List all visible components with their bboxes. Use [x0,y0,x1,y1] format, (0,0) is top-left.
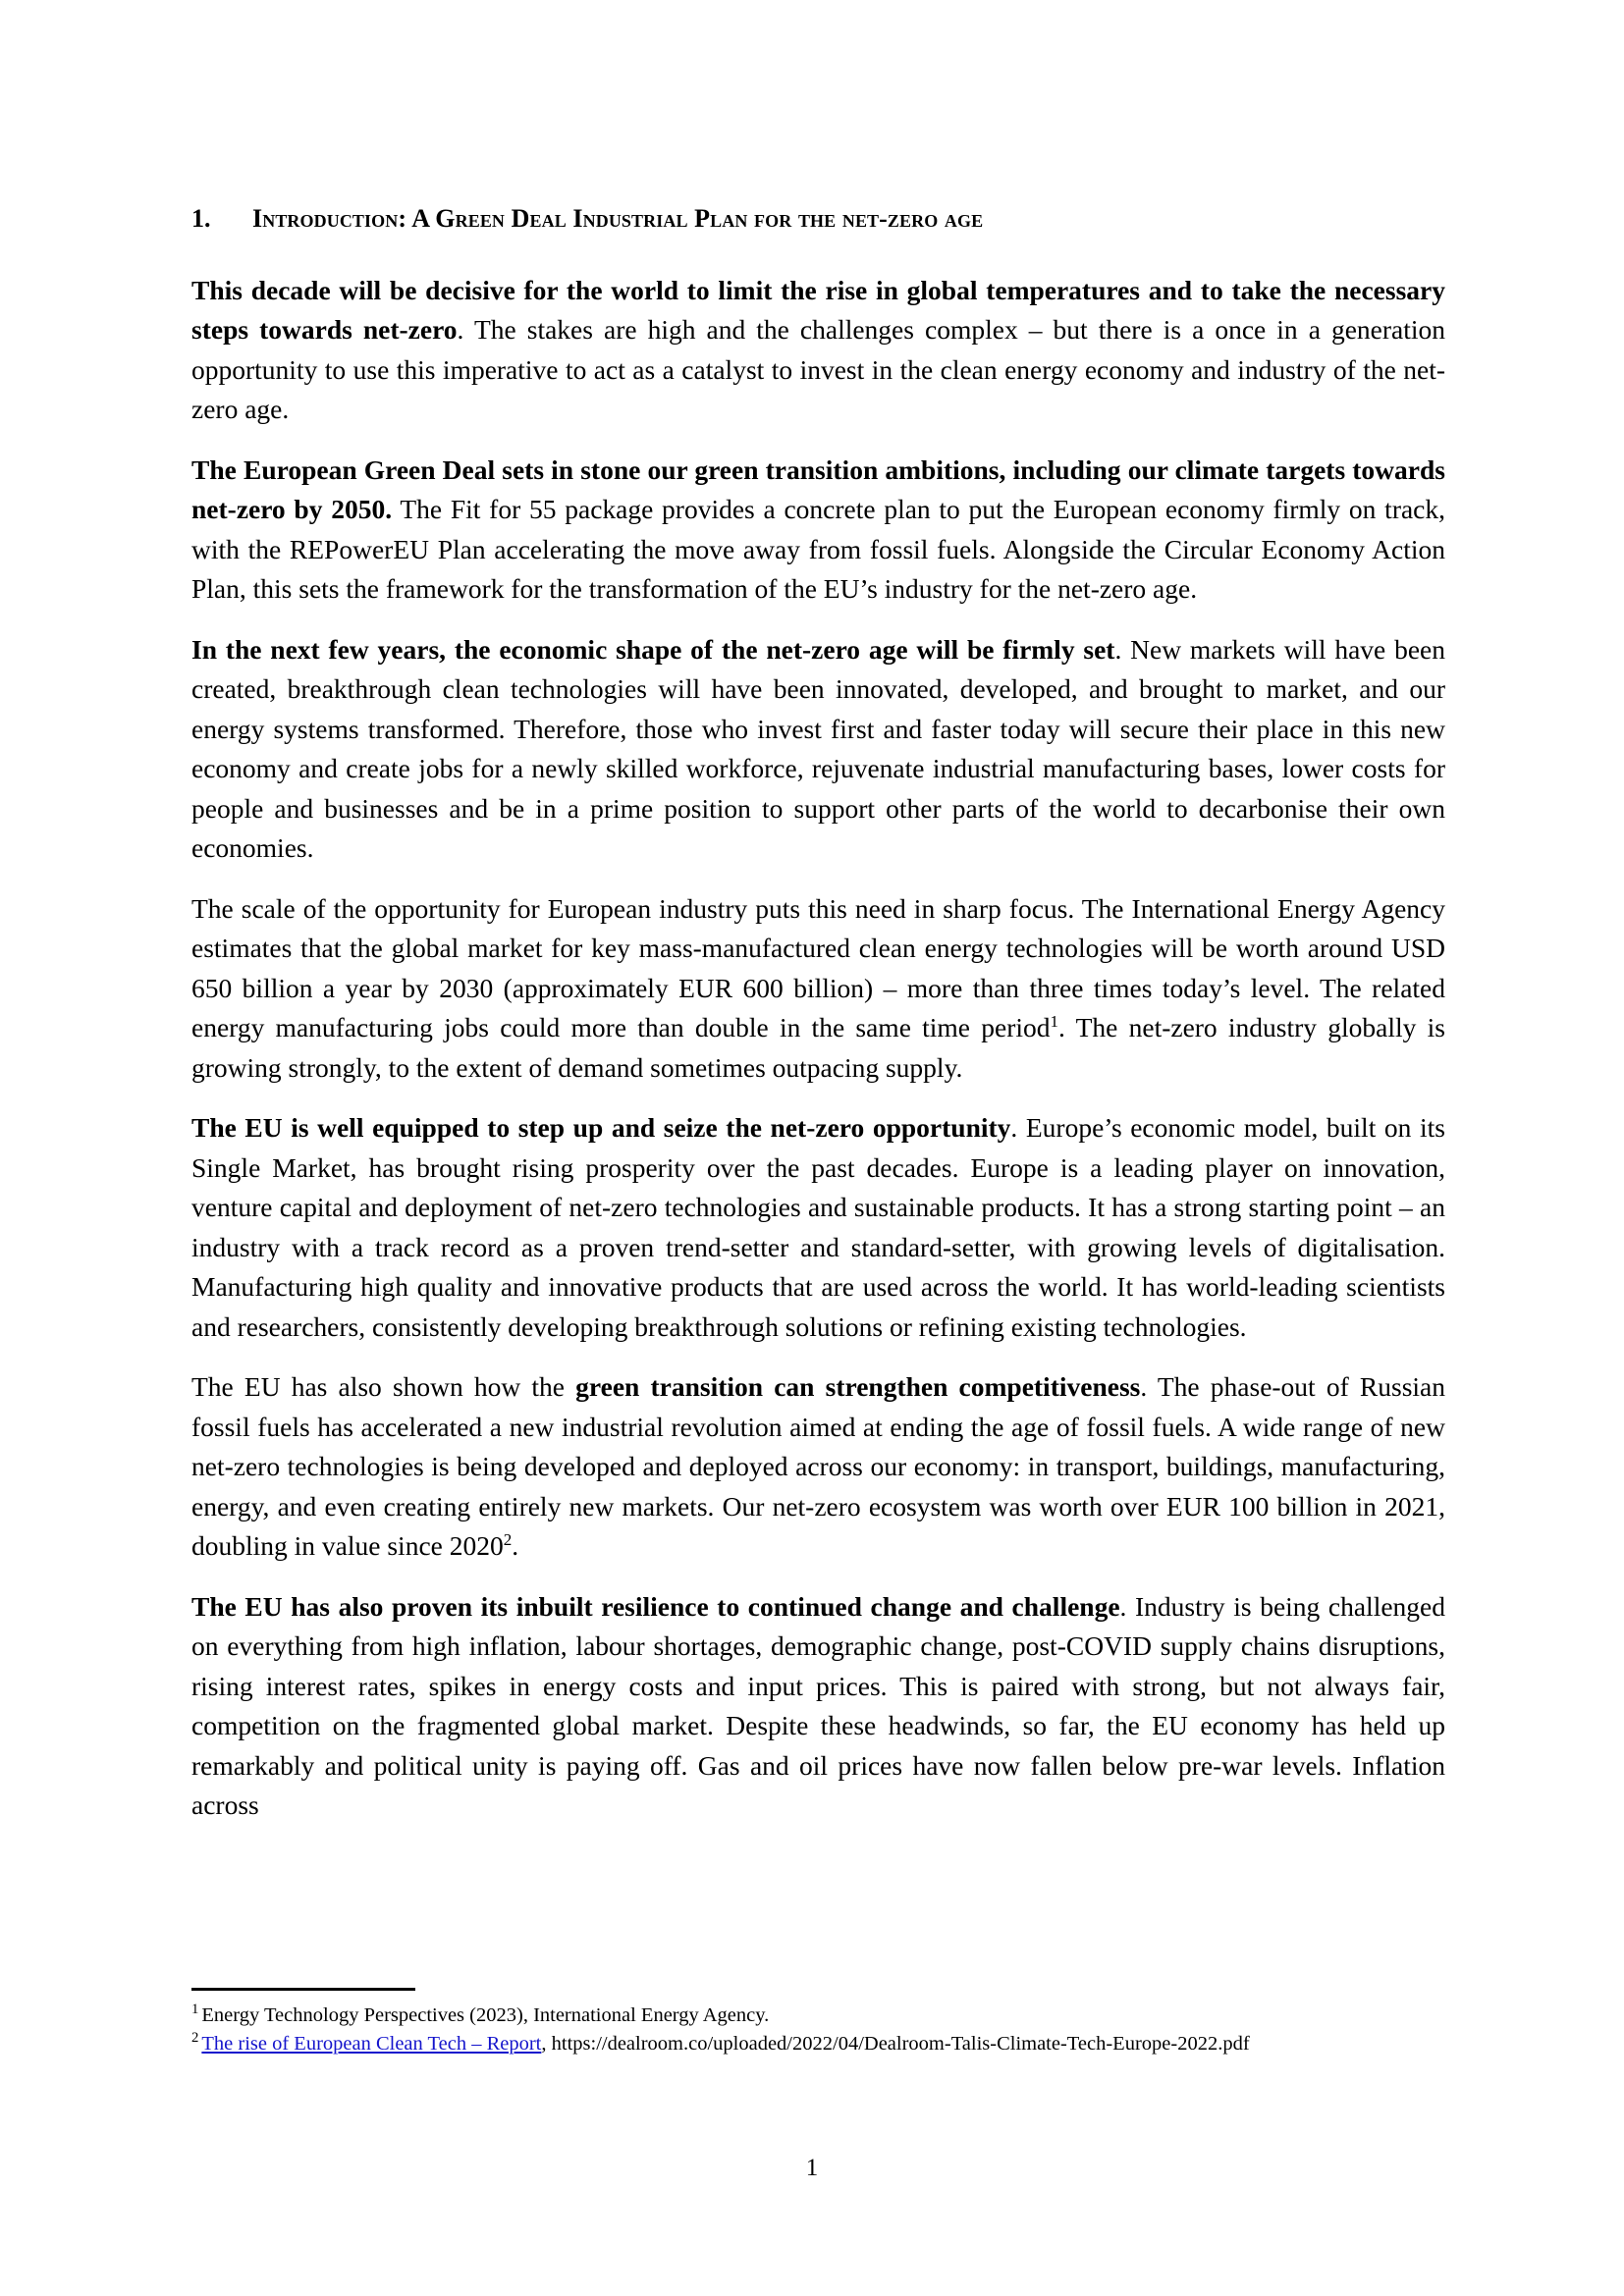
section-number: 1. [191,204,211,233]
paragraph-1-rest: . The stakes are high and the challenges complex – but there is a once in a generation opportunity to use this imperative to act as a catalyst to invest in the clean energy economy and industry of the net-zero age. [191,314,1445,425]
paragraph-6-prefix: The EU has also shown how the [191,1371,576,1403]
paragraph-1 [191,271,1445,430]
paragraph-4 [191,889,1445,1089]
paragraph-7-rest: . Industry is being challenged on everything from high inflation, labour shortages, demographic change, post-COVID supply chains disruptions, rising interest rates, spikes in energy costs and input prices. This is paired with strong, but not always fair, competition on the fragmented global market. Despite these headwinds, so far, the EU economy has held up remarkably and political unity is paying off. Gas and oil prices have now fallen below pre-war levels. Inflation across [191,1590,1445,1821]
paragraph-1-lead: This decade will be decisive for the world to limit the rise in global temperatures and to take the necessary steps towards net-zero [191,274,1445,346]
paragraph-6-text: . The phase-out of Russian fossil fuels has accelerated a new industrial revolution aimed at ending the age of fossil fuels. A wide range of new net-zero technologies is being developed and deployed across our economy: in transport, buildings, manufacturing, energy, and even creating entirely new markets. Our net-zero ecosystem was worth over EUR 100 billion in 2021, doubling in value since 2020 [191,1371,1445,1562]
footnote-reference-1[interactable]: 1 [1050,1012,1059,1032]
paragraph-6-rest: . [512,1530,519,1562]
section-title: Introduction: A Green Deal Industrial Plan for the net-zero age [252,204,984,233]
paragraph-3 [191,630,1445,869]
paragraph-7-lead: The EU has also proven its inbuilt resilience to continued change and challenge [191,1590,1120,1622]
section-heading [191,204,1445,234]
paragraph-2-rest: The Fit for 55 package provides a concrete plan to put the European economy firmly on track, with the REPowerEU Plan accelerating the move away from fossil fuels. Alongside the Circular Economy Action Plan, this sets the framework for the transformation of the EU’s industry for the net-zero age. [191,494,1446,605]
paragraph-7 [191,1587,1445,1826]
paragraph-5-rest: . Europe’s economic model, built on its Single Market, has brought rising prosperity over the past decades. Europe is a leading player on innovation, venture capital and deployment of net-zero technologies and sustainable products. It has a strong starting point – an industry with a track record as a proven trend-setter and standard-setter, with growing levels of digitalisation. Manufacturing high quality and innovative products that are used across the world. It has world-leading scientists and researchers, consistently developing breakthrough solutions or refining existing technologies. [191,1112,1446,1342]
paragraph-5-lead: The EU is well equipped to step up and seize the net-zero opportunity [191,1112,1011,1144]
footnote-2-marker: 2 [191,2030,199,2047]
paragraph-6 [191,1367,1445,1567]
paragraph-4-rest: . The net-zero industry globally is growing strongly, to the extent of demand sometimes outpacing supply. [191,1012,1445,1083]
paragraph-2-lead: The European Green Deal sets in stone our green transition ambitions, including our climate targets towards net-zero by 2050. [191,454,1445,525]
footnote-2-url: , https://dealroom.co/uploaded/2022/04/Dealroom-Talis-Climate-Tech-Europe-2022.pdf [541,2033,1250,2055]
footnote-reference-2[interactable]: 2 [503,1530,513,1550]
paragraph-2 [191,451,1445,610]
footnote-1-marker: 1 [191,2002,199,2018]
footnote-separator-rule [191,1988,415,1991]
footnotes-area [191,1988,1445,2058]
paragraph-3-rest: . New markets will have been created, breakthrough clean technologies will have been innovated, developed, and brought to market, and our energy systems transformed. Therefore, those who invest first and faster today will secure their place in this new economy and create jobs for a newly skilled workforce, rejuvenate industrial manufacturing bases, lower costs for people and businesses and be in a prime position to support other parts of the world to decarbonise their own economies. [191,633,1445,864]
footnote-1-text: Energy Technology Perspectives (2023), International Energy Agency. [201,2004,770,2026]
footnote-2 [191,2030,1445,2058]
footnote-2-hyperlink[interactable]: The rise of European Clean Tech – Report [201,2033,542,2055]
paragraph-3-lead: In the next few years, the economic shape of the net-zero age will be firmly set [191,633,1115,665]
paragraph-6-emphasis: green transition can strengthen competitiveness [575,1371,1141,1403]
paragraph-5 [191,1108,1445,1347]
footnote-1 [191,2002,1445,2030]
document-body [191,204,1445,1826]
paragraph-4-text: The scale of the opportunity for European industry puts this need in sharp focus. The International Energy Agency estimates that the global market for key mass-manufactured clean energy technologies will be worth around USD 650 billion a year by 2030 (approximately EUR 600 billion) – more than three times today’s level. The related energy manufacturing jobs could more than double in the same time period [191,892,1445,1043]
page-number: 1 [805,2155,819,2181]
